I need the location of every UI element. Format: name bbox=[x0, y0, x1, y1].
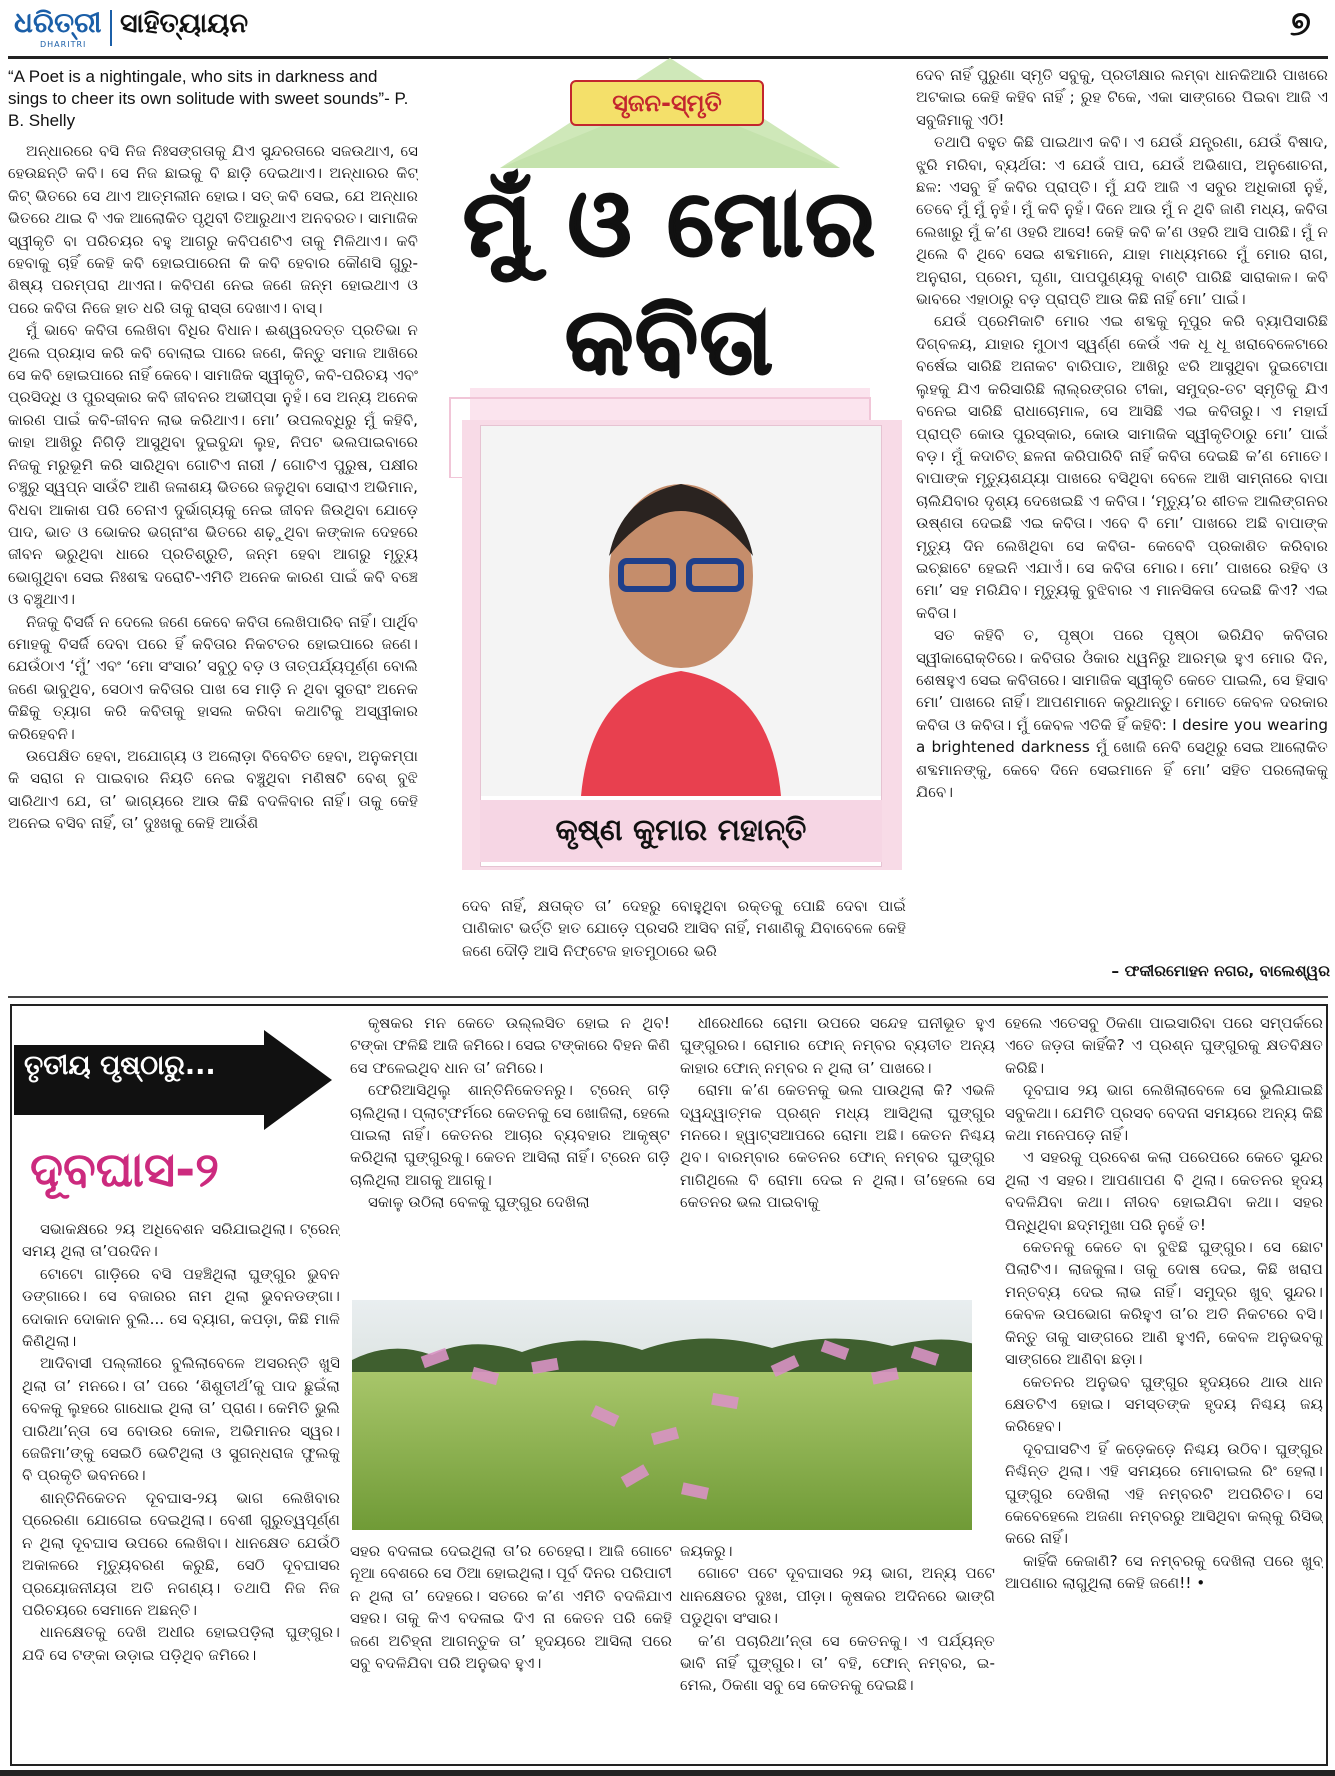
article-paragraph: ତଥାପି ବହୁତ କିଛି ପାଇଥାଏ କବି। ଏ ଯେଉଁ ଯନ୍ତ୍ରଣା, ଯେଉଁ ବିଷାଦ, ଝୁରି ମରିବା, ବ୍ୟର୍ଥତା: ଏ ଯେଉଁ ପାପ, ଯେଉଁ ଅଭିଶାପ, ଅନୁଶୋଚନା, ଛଳ: ଏସବୁ ହିଁ କବିର ପ୍ରାପ୍ତି। ମୁଁ ଯଦି ଆଜି ଏ ସବୁର ଅଧିକାରୀ ନୁହଁ, ତେବେ ମୁଁ ମୁଁ ନୁହଁ। ମୁଁ କବି ନୁହଁ। ଦିନେ ଆଉ ମୁଁ ନ ଥିବି ଜାଣି ମଧ୍ୟ, କବିତା ଲେଖାରୁ ମୁଁ କ’ଣ ଓହରି ଆସେ! କେହି କବି କ’ଣ ଓହରି ଆସି ପାରିଛି। ମୁଁ ନ ଥିଲେ ବି ଥିବେ ସେଇ ଶବ୍ଦମାନେ, ଯାହା ମାଧ୍ୟମରେ ମୁଁ ମୋର ରାଗ, ଅନୁରାଗ, ପ୍ରେମ, ଘୃଣା, ପାପପୁଣ୍ୟକୁ ବାଣ୍ଟି ପାରିଛି ସାରାକାଳ। କବି ଭାବରେ ଏହାଠାରୁ ବଡ଼ ପ୍ରାପ୍ତି ଆଉ କିଛି ନାହିଁ ମୋ’ ପାଇଁ। bbox=[916, 133, 1328, 309]
serial-paragraph: ଶାନ୍ତିନିକେତନ ଦୂବଘାସ-୨ୟ ଭାଗ ଲେଖିବାର ପ୍ରେରଣା ଯୋଗେଇ ଦେଇଥିଲା। ବେଶୀ ଗୁରୁତ୍ୱପୂର୍ଣ୍ଣ ନ ଥିଲା ଦୂବଘାସ ଉପରେ ଲେଖିବା। ଧାନକ୍ଷେତ ଯେଉଁଠି ଅକାଳରେ ମୃତ୍ୟୁବରଣ କରୁଛି, ସେଠି ଦୂବଘାସର ପ୍ରୟୋଜନୀୟତା ଅତି ନଗଣ୍ୟ। ତଥାପି ନିଜ ନିଜ ପରିଚୟରେ ସେମାନେ ଅଛନ୍ତି। bbox=[22, 1488, 340, 1619]
article-paragraph: ଯେଉଁ ପ୍ରେମିକାଟି ମୋର ଏଇ ଶବ୍ଦକୁ ନୂପୁର କରି ବ୍ୟାପିସାରିଛି ଦିଗ୍‌ବଳୟ, ଯାହାର ମୁଠାଏ ସ୍ୱର୍ଣ୍ଣ କେଉଁ ଏକ ଧୂ ଧୂ ଖରାବେଳେଟାରେ ବର୍ଷେଇ ସାରିଛି ଅନାକଟ ବାରିପାତ, ଆଖିରୁ ଝରି ଆସୁଥିବା ଦୁଇଟୋପା ଲୁହକୁ ଯିଏ କରିସାରିଛି ଲାଲ୍‌ରଙ୍ଗର ଟୀକା, ସମୁଦ୍ର-ତଟ ସ୍ମୃତିକୁ ଯିଏ ବନେଇ ସାରିଛି ରାଧାଚୋମାଳ, ସେ ଆସିଛି ଏଇ କବିତାରୁ। ଏ ମହାର୍ଘ ପ୍ରାପ୍ତି କୋଉ ପୁରସ୍କାର, କୋଉ ସାମାଜିକ ସ୍ୱୀକୃତିଠାରୁ ମୋ’ ପାଇଁ ବଡ଼। ମୁଁ କଦାଚିତ୍ ଛଳନା କରିପାରିବି ନାହିଁ କବିତା ଦେଇଛି କ’ଣ ମୋତେ। ବାପାଙ୍କ ମୃତ୍ୟୁଶଯ୍ୟା ପାଖରେ ବସିଥିବା ବେଳେ ଆଖି ସାମ୍ନାରେ ବାପା ଚାଲିଯିବାର ଦୃଶ୍ୟ ଦେଖେଇଛି ଏ କବିତା। ‘ମୃତ୍ୟୁ’ର ଶୀତଳ ଆଲିଙ୍ଗନର ଉଷ୍ଣତା ଦେଇଛି ଏଇ କବିତା। ଏବେ ବି ମୋ’ ପାଖରେ ଅଛି ବାପାଙ୍କ ମୃତ୍ୟୁ ଦିନ ଲେଖିଥିବା ସେ କବିତା- କେବେବି ପ୍ରକାଶିତ କରିବାର ଇଚ୍ଛାଟେ ହେଇନି ଏଯାଏଁ। ସେ କବିତା ମୋର। ମୋ’ ପାଖରେ ରହିବ ଓ ମୋ’ ସହ ମରିଯିବ। ମୃତ୍ୟୁକୁ ବୁଝିବାର ଏ ମାନସିକତା ଦେଇଛି କିଏ? ଏଇ କବିତା। bbox=[916, 312, 1328, 622]
header-separator bbox=[110, 10, 112, 46]
serial-paragraph: ଟୋଟୋ ଗାଡ଼ିରେ ବସି ପହଞ୍ଚିଥିଲା ଘୁଙ୍ଗୁର ଭୁବନ ଡଙ୍ଗାରେ। ସେ ବଜାରର ନାମ ଥିଲା ଭୁବନଡଙ୍ଗା। ଦୋକାନ ଦୋକାନ ବୁଲି... ସେ ବ୍ୟାଗ, କପଡ଼ା, କିଛି ମାଳି କିଣିଥିଲା। bbox=[22, 1264, 340, 1351]
article-title-line2: କବିତା bbox=[565, 288, 775, 395]
article-paragraph: ଦେବ ନାହିଁ, କ୍ଷତାକ୍ତ ତା’ ଦେହରୁ ବୋହୁଥିବା ରକ୍ତକୁ ପୋଛି ଦେବା ପାଇଁ ପାଣିକାଟ ଭର୍ତ୍ତି ହାତ ଯୋଡ଼େ ପ୍ରସରି ଆସିବ ନାହିଁ, ମଶାଣିକୁ ଯିବାବେଳେ କେହି ଜଣେ ଦୌଡ଼ି ଆସି ନିଫ୍ଟେଜ ହାତମୁଠାରେ ଭରି bbox=[462, 897, 906, 960]
newspaper-logo: ଧରିତ୍ରୀ bbox=[14, 6, 102, 39]
continued-label: ତୃତୀୟ ପୃଷ୍ଠାରୁ... bbox=[24, 1050, 216, 1081]
footer-rule bbox=[0, 1770, 1335, 1776]
article-paragraph: ସତ କହିବି ତ, ପୃଷ୍ଠା ପରେ ପୃଷ୍ଠା ଭରିଯିବ କବିତାର ସ୍ୱୀକାରୋକ୍ତିରେ। କବିତାର ଓଁକାର ଧ୍ୱନିରୁ ଆରମ୍ଭ ହୁଏ ମୋର ଦିନ, ଶେଷହୁଏ ସେଇ କବିତାରେ। ସାମାଜିକ ସ୍ୱୀକୃତି କେତେ ପାଇଲି, ସେ ହିସାବ ମୋ’ ପାଖରେ ନାହିଁ। ଆପଣମାନେ କରୁଥାନ୍ତୁ। ମୋତେ କେବଳ ଦରକାର କବିତା ଓ କବିତା। ମୁଁ କେବଳ ଏତିକି ହିଁ କହିବି: I desire you wearing a brightened darkness ମୁଁ ଖୋଜି ନେବି ସେଥିରୁ ସେଇ ଆଲୋକିତ ଶବ୍ଦମାନଙ୍କୁ, କେବେ ଦିନେ ସେଇମାନେ ହିଁ ମୋ’ ସହିତ ପରଲୋକକୁ ଯିବେ। bbox=[916, 626, 1328, 801]
grass-field bbox=[352, 1372, 972, 1530]
paddy-field-image bbox=[352, 1300, 972, 1530]
section-divider bbox=[8, 996, 1328, 998]
serial-paragraph: ଧୀରେଧୀରେ ରୋମା ଉପରେ ସନ୍ଦେହ ଘନୀଭୂତ ହୁଏ ଘୁଙ୍ଗୁରର। ରୋମାର ଫୋନ୍ ନମ୍ବର ବ୍ୟତୀତ ଅନ୍ୟ କାହାର ଫୋନ୍ ନମ୍ବର ନ ଥିଲା ତା’ ପାଖରେ। bbox=[680, 1014, 995, 1077]
serial-paragraph: କେତନକୁ କେତେ ବା ବୁଝିଛି ଘୁଙ୍ଗୁର। ସେ ଛୋଟ ପିଲାଟିଏ। ଲାଜକୁଳା। ତାକୁ ଦୋଷ ଦେଇ, କିଛି ଖରାପ ମନ୍ତବ୍ୟ ଦେଇ ଲାଭ ନାହିଁ। ସମୁଦ୍ର ଖୁବ୍ ସୁନ୍ଦର। କେବଳ ଉପଭୋଗ କରିହୁଏ ତା’ର ଅତି ନିକଟରେ ବସି। କିନ୍ତୁ ତାକୁ ସାଙ୍ଗରେ ଆଣି ହୁଏନି, କେବଳ ଅନୁଭବକୁ ସାଙ୍ଗରେ ଆଣିବା ଛଡ଼ା। bbox=[1005, 1238, 1323, 1369]
article-column-3 bbox=[916, 64, 1328, 962]
serial-paragraph: କ’ଣ ପଚାରିଥା’ନ୍ତା ସେ କେତନକୁ। ଏ ପର୍ଯ୍ୟନ୍ତ ଭାବି ନାହିଁ ଘୁଙ୍ଗୁର। ତା’ ବହି, ଫୋନ୍ ନମ୍ବର, ଇ-ମେଲ, ଠିକଣା ସବୁ ସେ କେତନକୁ ଦେଇଛି। bbox=[680, 1631, 995, 1695]
serial-paragraph: ଗୋଟେ ପଟେ ଦୂବଘାସର ୨ୟ ଭାଗ, ଅନ୍ୟ ପଟେ ଧାନକ୍ଷେତର ଦୁଃଖ, ପୀଡ଼ା। କୃଷକର ଅଦିନରେ ଭାଙ୍ଗି ପଡୁଥିବା ସଂସାର। bbox=[680, 1564, 995, 1628]
article-column-1 bbox=[8, 140, 418, 990]
article-title-line1: ମୁଁ ଓ ମୋର bbox=[463, 170, 877, 277]
author-photo bbox=[481, 426, 881, 796]
article-paragraph: ଦେବ ନାହିଁ ପୁରୁଣା ସ୍ମୃତି ସବୁକୁ, ପ୍ରତୀକ୍ଷାର ଲମ୍ବା ଧାନକିଆରି ପାଖରେ ଅଟକାଇ କେହି କହିବ ନାହିଁ ; ରୁହ ଟିକେ, ଏକା ସାଙ୍ଗରେ ପିଇବା ଆଜି ଏ ସବୁଜିମାକୁ ଏଠି! bbox=[916, 66, 1328, 129]
article-paragraph: ଉପେକ୍ଷିତ ହେବା, ଅଯୋଗ୍ୟ ଓ ଅଲୋଡ଼ା ବିବେଚିତ ହେବା, ଅନୁକମ୍ପା କି ସରାଗ ନ ପାଇବାର ନିୟତି ନେଇ ବଞ୍ଚୁଥିବା ମଣିଷଟି ବେଶ୍ ବୁଝି ସାରିଥାଏ ଯେ, ତା’ ଭାଗ୍ୟରେ ଆଉ କିଛି ବଦଳିବାର ନାହିଁ। ତାକୁ କେହି ଅନେଇ ବସିବ ନାହିଁ, ତା’ ଦୁଃଖକୁ କେହି ଆଉଁଶି bbox=[8, 746, 418, 833]
serial-paragraph: ସକାଳୁ ଉଠିଲା ବେଳକୁ ଘୁଙ୍ଗୁର ଦେଖିଲା bbox=[368, 1193, 590, 1212]
masthead bbox=[0, 0, 1335, 58]
serial-paragraph: ସଭାକକ୍ଷରେ ୨ୟ ଅଧିବେଶନ ସରିଯାଇଥିଲା। ଟ୍ରେନ୍ ସମୟ ଥିଲା ତା’ପରଦିନ। bbox=[22, 1220, 340, 1261]
serial-column-3-bottom bbox=[680, 1540, 995, 1762]
serial-column-3-top bbox=[680, 1012, 995, 1297]
serial-paragraph: ହେଲେ ଏତେସବୁ ଠିକଣା ପାଇସାରିବା ପରେ ସମ୍ପର୍କରେ ଏତେ ଜଡ଼ତା କାହିଁକି? ଏ ପ୍ରଶ୍ନ ଘୁଙ୍ଗୁରକୁ କ୍ଷତବିକ୍ଷତ କରିଛି। bbox=[1005, 1014, 1323, 1077]
serial-column-2-bottom bbox=[350, 1540, 672, 1762]
serial-paragraph: ଏ ସହରକୁ ପ୍ରବେଶ କଲା ପରେପରେ କେତେ ସୁନ୍ଦର ଥିଲା ଏ ସହର। ଆପଣାପଣ ବି ଥିଲା। କେତନର ହୃଦୟ ବଦଳିଯିବା କଥା। ନୀରବ ହୋଇଯିବା କଥା। ସହର ପିନ୍ଧିଥିବା ଛଦ୍ମମୁଖା ପରି ନୁହେଁ ତ! bbox=[1005, 1148, 1323, 1234]
serial-title: ଦୂବଘାସ-୨ bbox=[30, 1142, 220, 1198]
serial-column-4 bbox=[1005, 1012, 1323, 1760]
kicker-badge: ସୃଜନ-ସ୍ମୃତି bbox=[570, 80, 764, 126]
serial-paragraph: କେତନର ଅନୁଭବ ଘୁଙ୍ଗୁର ହୃଦୟରେ ଥାଉ ଧାନ କ୍ଷେତଟିଏ ହୋଇ। ସମସ୍ତଙ୍କ ହୃଦୟ ନିଶ୍ଚୟ ଜୟ କରିହେବ। bbox=[1005, 1372, 1323, 1436]
serial-paragraph: ଜୟକରୁ। bbox=[680, 1542, 733, 1560]
serial-paragraph: ଆଦିବାସୀ ପଲ୍ଲୀରେ ବୁଲିଲାବେଳେ ଅସରନ୍ତି ଖୁସି ଥିଲା ତା’ ମନରେ। ତା’ ପରେ ‘ଶିଶୁତୀର୍ଥ’କୁ ପାଦ ଛୁଇଁଲା ବେଳକୁ ଲୁହରେ ଗାଧୋଇ ଥିଲା ତା’ ପ୍ରାଣ। କେମିତି ଭୁଲି ପାରିଥା’ନ୍ତା ସେ ବୋଉର କୋଳ, ଅଭିମାନର ସ୍ୱର। ଜେଜିମା’ଙ୍କୁ ସେଇଠି ଭେଟିଥିଲା ଓ ସୁଗନ୍ଧରାଜ ଫୁଲକୁ ବି ପ୍ରକୃତି ଭବନରେ। bbox=[22, 1354, 340, 1485]
article-paragraph: ନିଜକୁ ବିସର୍ଜି ନ ଦେଲେ ଜଣେ କେବେ କବିତା ଲେଖିପାରିବ ନାହିଁ। ପାର୍ଥିବ ମୋହକୁ ବିସର୍ଜି ଦେବା ପରେ ହିଁ କବିତାର ନିକଟତର ହୋଇପାରେ ଜଣେ। ଯେଉଁଠାଏ ‘ମୁଁ’ ଏବଂ ‘ମୋ ସଂସାର’ ସବୁଠୁ ବଡ଼ ଓ ତାତ୍ପର୍ଯ୍ୟପୂର୍ଣ୍ଣ ବୋଲି ଜଣେ ଭାବୁଥିବ, ସେଠାଏ କବିତାର ପାଖ ସେ ମାଡ଼ି ନ ଥିବା ସୁତରାଂ ଅନେକ କିଛିକୁ ତ୍ୟାଗ କରି କବିତାକୁ ହାସଲ କରିବା କଥାଟିକୁ ଅସ୍ୱୀକାର କରିହେବନି। bbox=[8, 612, 418, 743]
serial-paragraph: ଦୂବଘାସ ୨ୟ ଭାଗ ଲେଖିଲାବେଳେ ସେ ଭୁଲିଯାଇଛି ସବୁକଥା। ଯେମିତି ପ୍ରସବ ବେଦନା ସମୟରେ ଅନ୍ୟ କିଛି କଥା ମନେପଡ଼େ ନାହିଁ। bbox=[1005, 1081, 1323, 1145]
serial-paragraph: କାହିଁକି କେଜାଣି? ସେ ନମ୍ବରକୁ ଦେଖିଲା ପରେ ଖୁବ୍ ଆପଣାର ଲାଗୁଥିଲା କେହି ଜଣେ!! • bbox=[1005, 1551, 1323, 1593]
article-paragraph: ମୁଁ ଭାବେ କବିତା ଲେଖିବା ବିଧିର ବିଧାନ। ଈଶ୍ୱରଦତ୍ତ ପ୍ରତିଭା ନ ଥିଲେ ପ୍ରୟାସ କରି କବି ବୋଲାଇ ପାରେ ଜଣେ, କିନ୍ତୁ ସମାଜ ଆଖିରେ ସେ କବି ହୋଇପାରେ ନାହିଁ କେବେ। ସାମାଜିକ ସ୍ୱୀକୃତି, କବି-ପରିଚୟ ଏବଂ ପ୍ରସିଦ୍ଧି ଓ ପୁରସ୍କାର କବି ଜୀବନର ଅଭୀପ୍ସା ନୁହଁ। ସେ ଅନ୍ୟ ଅନେକ କାରଣ ପାଇଁ କବି-ଜୀବନ ଲାଭ କରିଥାଏ। ମୋ’ ଉପଲବ୍ଧିରୁ ମୁଁ କହିବି, କାହା ଆଖିରୁ ନିଗିଡ଼ି ଆସୁଥିବା ଦୁଇବୁନ୍ଦା ଲୁହ, ନିପଟ ଭଲପାଇବାରେ ନିଜକୁ ମରୁଭୂମି କରି ସାରିଥିବା ଗୋଟିଏ ନାରୀ / ଗୋଟିଏ ପୁରୁଷ, ପକ୍ଷୀର ଚଞ୍ଚୁରୁ ସ୍ୱପ୍ନ ସାଉଁଟି ଆଣି ଜଳାଶୟ ଭିତରେ ଜଳୁଥିବା ସୋରାଏ ଅଭିମାନ, ବିଧବା ଆକାଶ ପରି ଚେନାଏ ଦୁର୍ଭାଗ୍ୟକୁ ନେଇ ଜୀବନ ଜିଉଥିବା ଯୋଡ଼େ ପାଦ, ଭାତ ଓ ଭୋକର ଭଗ୍ନାଂଶ ଭିତରେ ଶଢ଼ୁଥିବା କଙ୍କାଳ ଦେହରେ ଜୀବନ ଭରୁଥିବା ଧାରେ ପ୍ରତିଶ୍ରୁତି, ଜନ୍ମ ହେବା ଆଗରୁ ମୃତ୍ୟୁ ଭୋଗୁଥିବା ସେଇ ନିଃଶବ୍ଦ ଦରୋଟି-ଏମିତି ଅନେକ କାରଣ ପାଇଁ କବି ବଞ୍ଚେ ଓ ବଞ୍ଚୁଥାଏ। bbox=[8, 321, 418, 609]
serial-paragraph: ଧାନକ୍ଷେତକୁ ଦେଖି ଅଧୀର ହୋଇପଡ଼ିଲା ଘୁଙ୍ଗୁର। ଯଦି ସେ ଟଙ୍କା ଉଡ଼ାଇ ପଡ଼ିଥିବ ଜମିରେ। bbox=[22, 1623, 340, 1664]
serial-paragraph: ଦୂବଘାସଟିଏ ହିଁ କଡ଼େକଡ଼େ ନିଶ୍ଚୟ ଉଠିବ। ଘୁଙ୍ଗୁର ନିଶ୍ଚିନ୍ତ ଥିଲା। ଏହି ସମୟରେ ମୋବାଇଲ ରିଂ ହେଲା। ଘୁଙ୍ଗୁର ଦେଖିଲା ଏହି ନମ୍ବରଟି ଅପରିଚିତ। ସେ କେବେହେଲେ ଅଜଣା ନମ୍ବରରୁ ଆସିଥିବା କଲ୍‌କୁ ରିସିଭ୍ କରେ ନାହିଁ। bbox=[1005, 1439, 1323, 1548]
shelley-quote: “A Poet is a nightingale, who sits in darkness and sings to cheer its own solitude with sweet sounds”- P. B. Shelly bbox=[8, 67, 409, 130]
article-paragraph: ଅନ୍ଧାରରେ ବସି ନିଜ ନିଃସଙ୍ଗତାକୁ ଯିଏ ସୁନ୍ଦରତାରେ ସଜଉଥାଏ, ସେ ହେଉଛନ୍ତି କବି। ସେ ନିଜ ଛାଇକୁ ବି ଛାଡ଼ି ଦେଇଥାଏ। ଅନ୍ଧାରର କିଟ୍ କିଟ୍ ଭିତରେ ସେ ଥାଏ ଆତ୍ମଲୀନ ହୋଇ। ସତ୍ କବି ସେଇ, ଯେ ଅନ୍ଧାର ଭିତରେ ଥାଇ ବି ଏକ ଆଲୋକିତ ପୃଥିବୀ ତିଆରୁଥାଏ ଅନବରତ। ସାମାଜିକ ସ୍ୱୀକୃତି ବା ପରିଚୟର ବହୁ ଆଗରୁ କବିପଣଟିଏ ତାକୁ ମିଳିଥାଏ। କବି ହେବାକୁ ଚାହିଁ କେହି କବି ହୋଇପାରେନା କି କବି ହେବାର କୌଣସି ଗୁରୁ-ଶିଷ୍ୟ ପରମ୍ପରା ଥାଏନା। କବିପଣ ନେଇ ଜଣେ ଜନ୍ମ ହୋଇଥାଏ ଓ ପରେ କବିତା ନିଜେ ହାତ ଧରି ତାକୁ ରାସ୍ତା ଦେଖାଏ। ବାସ୍। bbox=[8, 142, 418, 317]
serial-paragraph: ଫେରିଆସିଥିଲୁ ଶାନ୍ତିନିକେତନରୁ। ଟ୍ରେନ୍ ଗଡ଼ି ଚାଲିଥିଲା। ପ୍ଲାଟ୍‌ଫର୍ମରେ କେତନକୁ ସେ ଖୋଜିଲା, ହେଲେ ପାଇଲା ନାହିଁ। କେତନର ଆଚାର ବ୍ୟବହାର ଆକୃଷ୍ଟ କରିଥିଲା ଘୁଙ୍ଗୁରକୁ। କେତନ ଆସିଲା ନାହିଁ। ଟ୍ରେନ ଗଡ଼ି ଚାଲିଥିଲା ଆଗକୁ ଆଗକୁ। bbox=[350, 1081, 670, 1189]
section-name: ସାହିତ୍ୟାୟନ bbox=[120, 8, 249, 39]
serial-paragraph: ସହର ବଦଳାଇ ଦେଇଥିଲା ତା’ର ଚେହେରା। ଆଜି ଗୋଟେ ନୂଆ ବେଶରେ ସେ ଠିଆ ହୋଇଥିଲା। ପୂର୍ବ ଦିନର ପରିପାଟୀ ନ ଥିଲା ତା’ ଦେହରେ। ସତରେ କ’ଣ ଏମିତି ବଦଳିଯାଏ ସହର। ତାକୁ କିଏ ବଦଳାଇ ଦିଏ ନା କେତନ ପରି କେହି ଜଣେ ଅଚିହ୍ନା ଆଗନ୍ତୁକ ତା’ ହୃଦୟରେ ଆସିଲା ପରେ ସବୁ ବଦଳିଯିବା ପରି ଅନୁଭବ ହୁଏ। bbox=[350, 1542, 672, 1673]
serial-column-1 bbox=[22, 1218, 340, 1758]
page-number: ୭ bbox=[1290, 4, 1311, 44]
author-location: – ଫକୀରମୋହନ ନଗର, ବାଲେଶ୍ୱର bbox=[1111, 962, 1330, 980]
author-name: କୃଷ୍ଣ କୁମାର ମହାନ୍ତି bbox=[480, 800, 882, 862]
serial-paragraph: ରୋମା କ’ଣ କେତନକୁ ଭଲ ପାଉଥିଲା କି? ଏଭଳି ଦ୍ୱନ୍ଦ୍ୱାତ୍ମକ ପ୍ରଶ୍ନ ମଧ୍ୟ ଆସିଥିଲା ଘୁଙ୍ଗୁର ମନରେ। ହ୍ୱାଟ୍‌ସଆପରେ ରୋମା ଅଛି। କେତନ ନିଶ୍ଚୟ ଥିବ। ବାରମ୍ବାର କେତନର ଫୋନ୍ ନମ୍ବର ଘୁଙ୍ଗୁର ମାଗିଥିଲେ ବି ରୋମା ଦେଇ ନ ଥିଲା। ତା’ହେଲେ ସେ କେତନର ଭଲ ପାଇବାକୁ bbox=[680, 1081, 995, 1212]
serial-paragraph: କୃଷକର ମନ କେତେ ଉଲ୍ଲସିତ ହୋଇ ନ ଥିବ! ଟଙ୍କା ଫଳିଛି ଆଜି ଜମିରେ। ସେଇ ଟଙ୍କାରେ ବିହନ କିଣି ସେ ଫଳେଇଥିବ ଧାନ ତା’ ଜମିରେ। bbox=[350, 1014, 670, 1077]
article-column-2-continuation bbox=[462, 895, 906, 985]
newspaper-logo-subtitle: DHARITRI bbox=[40, 40, 87, 49]
article-title bbox=[440, 165, 900, 401]
serial-column-2-top bbox=[350, 1012, 670, 1297]
